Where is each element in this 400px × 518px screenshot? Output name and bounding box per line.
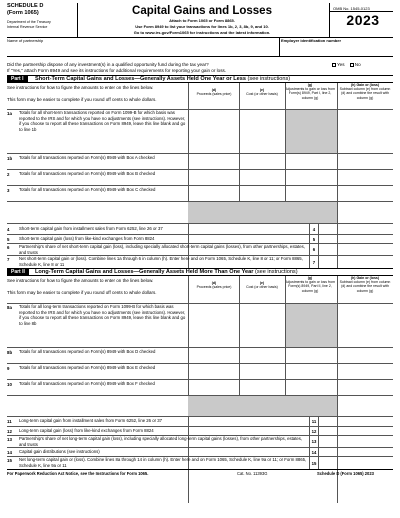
subtitle-attach: Attach to Form 1065 or Form 8865.: [169, 18, 235, 23]
line-10-text: Totals for all transactions reported on Form(s) 8949 with Box F checked: [19, 381, 155, 386]
omb-number: OMB No. 1545-0123: [333, 6, 370, 11]
col-d-head: (d) Proceeds (sales price): [196, 88, 232, 97]
line-12-row: 12 Long-term capital gain (loss) from like-kind exchanges from Form 8824 12: [7, 426, 393, 435]
part1-instr-2: This form may be easier to complete if you round off cents to whole dollars.: [7, 97, 157, 102]
form-title: Capital Gains and Losses: [132, 5, 272, 17]
line-2-row: 2 Totals for all transactions reported on Form(s) 8949 with Box B checked: [7, 169, 393, 185]
line-8b-row: 8b Totals for all transactions reported on Form(s) 8949 with Box D checked: [7, 347, 393, 363]
part2-header: [7, 268, 393, 276]
line-4-text: Short-term capital gain from installment sales from Form 6252, line 26 or 37: [19, 226, 163, 231]
line-5-row: 5 Short-term capital gain (loss) from like-kind exchanges from Form 8824 5: [7, 234, 393, 243]
qof-answer: [331, 62, 361, 67]
line-15-text: Net long-term capital gain or (loss). Combine lines 8a through 14 in column (h). Enter here and on Form 1065, Schedule K, line 9a or 11; or Form 8865, Schedule K, line 9a or 11: [19, 457, 307, 468]
footer-notice: For Paperwork Reduction Act Notice, see the Instructions for Form 1065.: [7, 471, 149, 476]
line-7-text: Net short-term capital gain or (loss). Combine lines 1a through 6 in column (h). Enter here and on Form 1065, Schedule K, line 8 or 11; or Form 8865, Schedule K, line 8 or 11: [19, 256, 303, 267]
no-label: No: [354, 62, 361, 67]
qof-question: Did the partnership dispose of any investment(s) in a qualified opportunity fund during the tax year?: [7, 62, 209, 67]
partnership-name-input[interactable]: [8, 43, 276, 54]
form-page: [7, 3, 393, 513]
qof-note: If "Yes," attach Form 8949 and see its instructions for additional requirements for reporting your gain or loss.: [7, 68, 227, 73]
part1-paren: (see instructions): [247, 76, 291, 82]
part2-instr-2: This form may be easier to complete if you round off cents to whole dollars.: [7, 290, 157, 295]
line-5-text: Short-term capital gain (loss) from like-kind exchanges from Form 8824: [19, 236, 155, 241]
col2-h-head: (h) Gain or (loss) Subtract column (e) from column (d) and combine the result with column (g): [339, 276, 391, 293]
col-e-head: (e) Cost (or other basis): [246, 88, 278, 97]
part2-paren: (see instructions): [255, 269, 298, 275]
schedule-id: [7, 3, 77, 29]
line-7-row: 7 Net short-term capital gain or (loss). Combine lines 1a through 6 in column (h). Enter here and on Form 1065, Schedule K, line 8 or 11; or Form 8865, Schedule K, line 8 or 11 7: [7, 255, 393, 268]
line-8b-text: Totals for all transactions reported on Form(s) 8949 with Box D checked: [19, 349, 156, 354]
line-13-text: Partnership's share of net long-term capital gain (loss), including specially allocated long-term capital gains (losses), from other partnerships, estates, and trusts: [19, 436, 303, 447]
part1-number: Part I: [7, 76, 28, 83]
line-6-text: Partnership's share of net short-term capital gain (loss), including specially allocated short-term capital gains (losses), from other partnerships, estates, and trusts: [19, 244, 305, 255]
line-1b-row: 1b Totals for all transactions reported on Form(s) 8949 with Box A checked: [7, 153, 393, 169]
line-12-text: Long-term capital gain (loss) from like-kind exchanges from Form 8824: [19, 428, 154, 433]
line-15-row: 15 Net long-term capital gain or (loss). Combine lines 8a through 14 in column (h). Enter here and on Form 1065, Schedule K, line 9a or 11; or Form 8865, Schedule K, line 9a or 11 15: [7, 456, 393, 469]
part1-header: [7, 75, 393, 83]
line-11-text: Long-term capital gain from installment sales from Form 6252, line 26 or 37: [19, 418, 163, 423]
dept-line-2: Internal Revenue Service: [7, 24, 48, 29]
part1-title: Short-Term Capital Gains and Losses—Generally Assets Held One Year or Less: [35, 76, 246, 82]
footer-form: Schedule D (Form 1065) 2023: [317, 471, 374, 476]
line-2-text: Totals for all transactions reported on Form(s) 8949 with Box B checked: [19, 171, 156, 176]
schedule-label: SCHEDULE D: [7, 3, 44, 9]
line-10-row: 10 Totals for all transactions reported on Form(s) 8949 with Box F checked: [7, 379, 393, 395]
footer-cat: Cat. No. 11393G: [237, 471, 268, 476]
part2-title: Long-Term Capital Gains and Losses—Generally Assets Held More Than One Year: [35, 269, 254, 275]
line-9-text: Totals for all transactions reported on Form(s) 8949 with Box E checked: [19, 365, 156, 370]
col2-e-head: (e) Cost (or other basis): [246, 281, 278, 290]
part2-number: Part II: [7, 269, 29, 276]
name-label: Name of partnership: [7, 38, 44, 43]
no-checkbox[interactable]: [350, 63, 354, 67]
line-11-row: 11 Long-term capital gain from installment sales from Form 6252, line 26 or 37 11: [7, 416, 393, 426]
col2-d-head: (d) Proceeds (sales price): [196, 281, 232, 290]
line-1b-text: Totals for all transactions reported on Form(s) 8949 with Box A checked: [19, 155, 155, 160]
subtitle-use: Use Form 8949 to list your transactions for lines 1b, 2, 3, 8b, 9, and 10.: [135, 24, 269, 29]
col2-g-head: (g) Adjustments to gain or loss from Form(s) 8949, Part II, line 2, column (g): [285, 276, 335, 293]
tax-year: 2023: [346, 12, 380, 28]
line-3-row: 3 Totals for all transactions reported on Form(s) 8949 with Box C checked: [7, 185, 393, 201]
yes-label: Yes: [337, 62, 345, 67]
part1-instr-1: See instructions for how to figure the amounts to enter on the lines below.: [7, 85, 154, 90]
line-4-row: 4 Short-term capital gain from installment sales from Form 6252, line 26 or 37 4: [7, 223, 393, 234]
line-8a-text: Totals for all long-term transactions reported on Form 1099-B for which basis was reported to the IRS and for which you have no adjustments (see instructions). However, if you choose to report all these transactions on Form 8949, leave this line blank and go to line 8b: [19, 304, 186, 326]
yes-checkbox[interactable]: [332, 63, 336, 67]
line-6-row: 6 Partnership's share of net short-term capital gain (loss), including specially allocated short-term capital gains (losses), from other partnerships, estates, and trusts 6: [7, 243, 393, 255]
subtitle-web: Go to www.irs.gov/Form1065 for instructions and the latest information.: [133, 30, 271, 35]
line-14-text: Capital gain distributions (see instructions): [19, 449, 100, 454]
line-8a-row: 8a Totals for all long-term transactions reported on Form 1099-B for which basis was reported to the IRS and for which you have no adjustments (see instructions). However, if you choose to report all these transactions on Form 8949, leave this line blank and go to line 8b: [7, 303, 393, 347]
part2-instr-1: See instructions for how to figure the amounts to enter on the lines below.: [7, 278, 154, 283]
dept-line-1: Department of the Treasury: [7, 20, 51, 24]
col-g-head: (g) Adjustments to gain or loss from Form(s) 8949, Part I, line 2, column (g): [285, 83, 335, 100]
line-14-row: 14 Capital gain distributions (see instructions) 14: [7, 447, 393, 456]
line-13-row: 13 Partnership's share of net long-term capital gain (loss), including specially allocated long-term capital gains (losses), from other partnerships, estates, and trusts 13: [7, 435, 393, 447]
form-ref: (Form 1065): [7, 9, 39, 16]
line-9-row: 9 Totals for all transactions reported on Form(s) 8949 with Box E checked: [7, 363, 393, 379]
col-h-head: (h) Gain or (loss) Subtract column (e) from column (d) and combine the result with column (g): [339, 83, 391, 100]
line-3-text: Totals for all transactions reported on Form(s) 8949 with Box C checked: [19, 187, 156, 192]
line-1a-row: 1a Totals for all short-term transactions reported on Form 1099-B for which basis was reported to the IRS and for which you have no adjustments (see instructions). However, if you choose to report all these transactions on Form 8949, leave this line blank and go to line 1b: [7, 109, 393, 153]
ein-input[interactable]: [282, 43, 392, 54]
line-1a-text: Totals for all short-term transactions reported on Form 1099-B for which basis was reported to the IRS and for which you have no adjustments (see instructions). However, if you choose to report all these transactions on Form 8949, leave this line blank and go to line 1b: [19, 110, 186, 132]
ein-label: Employer identification number: [281, 38, 342, 43]
